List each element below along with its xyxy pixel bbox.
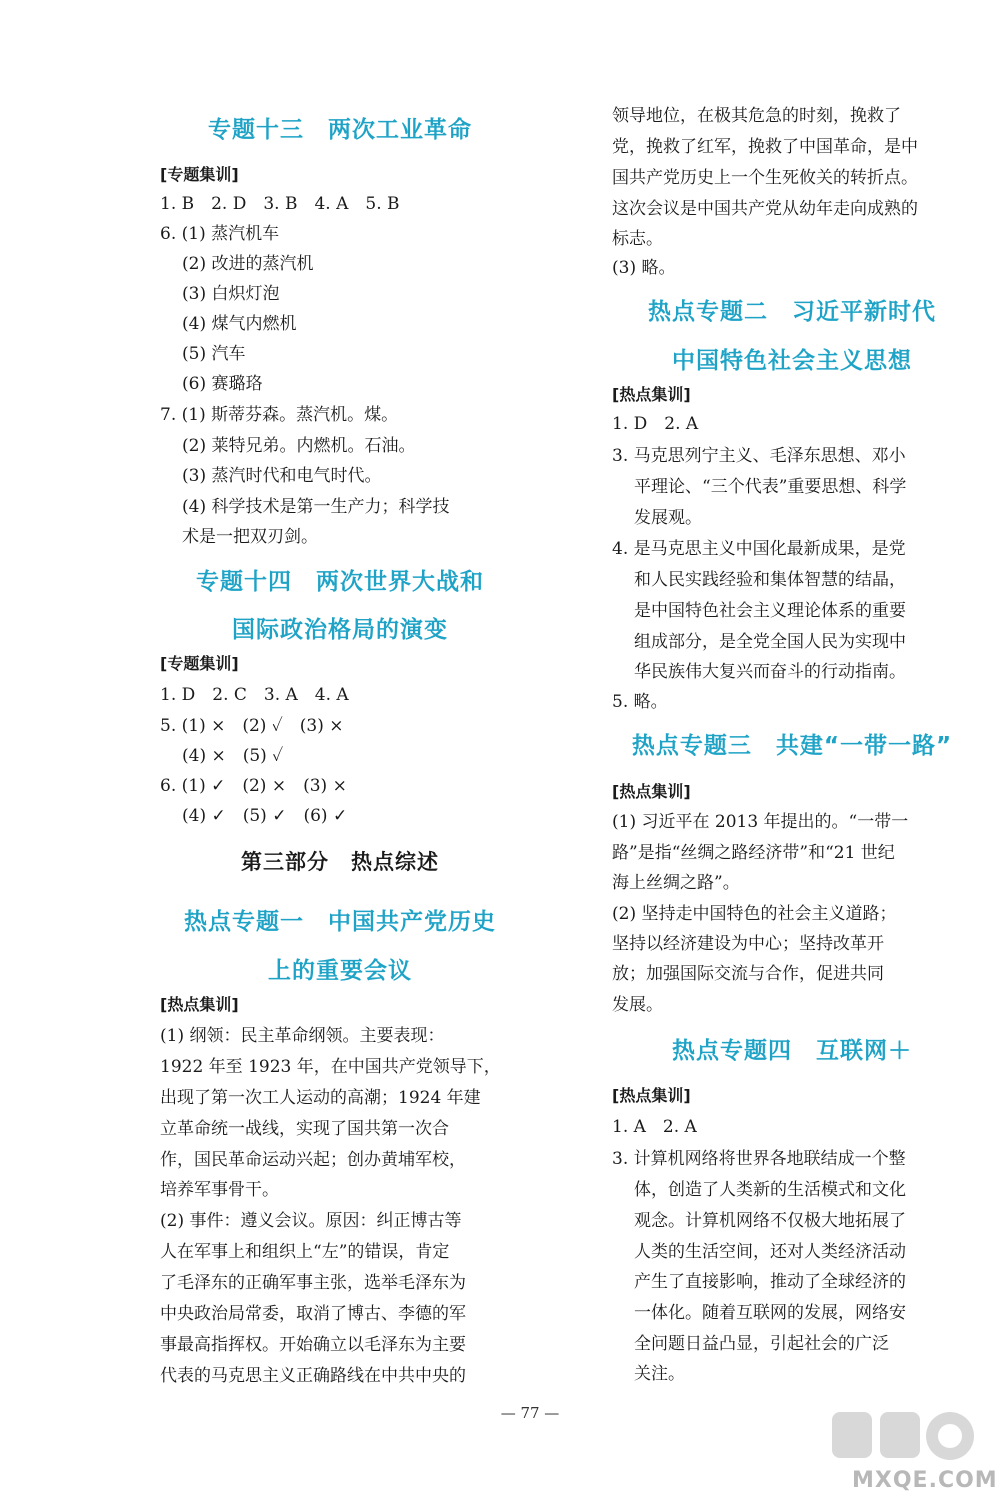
answer-line: 术是一把双刃剑。 bbox=[182, 527, 318, 547]
answer-line: 1. D 2. C 3. A 4. A bbox=[160, 685, 349, 705]
answer-line: 3. 计算机网络将世界各地联结成一个整 bbox=[612, 1149, 906, 1169]
answer-line: 发展。 bbox=[612, 995, 663, 1015]
part-three-heading: 第三部分 热点综述 bbox=[241, 850, 439, 874]
answer-line: 平理论、“三个代表”重要思想、科学 bbox=[634, 477, 907, 497]
answer-line: 观念。计算机网络不仅极大地拓展了 bbox=[634, 1211, 906, 1231]
heading-hot-topic-3: 热点专题三 共建“一带一路” bbox=[631, 733, 953, 759]
answer-line: 发展观。 bbox=[634, 508, 702, 528]
answer-line: 立革命统一战线，实现了国共第一次合 bbox=[160, 1119, 449, 1139]
answer-line: 5. (1) × (2) ✓ (3) × bbox=[160, 716, 344, 736]
heading-hot-topic-1-cont: 上的重要会议 bbox=[268, 958, 412, 984]
answer-line: 6. (1) 蒸汽机车 bbox=[160, 224, 280, 244]
answer-line: (1) 习近平在 2013 年提出的。“一带一 bbox=[612, 812, 909, 832]
answer-line: 组成部分，是全党全国人民为实现中 bbox=[634, 632, 906, 652]
answer-line: (5) 汽车 bbox=[182, 344, 246, 364]
answer-line: (6) 赛璐珞 bbox=[182, 374, 263, 394]
answer-line: 坚持以经济建设为中心；坚持改革开 bbox=[612, 934, 884, 954]
answer-line: (3) 略。 bbox=[612, 258, 676, 278]
answer-line: 人在军事上和组织上“左”的错误，肯定 bbox=[160, 1242, 450, 1262]
answer-line: 1. A 2. A bbox=[612, 1117, 697, 1137]
answer-line: 事最高指挥权。开始确立以毛泽东为主要 bbox=[160, 1335, 466, 1355]
answer-line: 作，国民革命运动兴起；创办黄埔军校， bbox=[160, 1150, 466, 1170]
answer-line: 一体化。随着互联网的发展，网络安 bbox=[634, 1303, 906, 1323]
answer-line: (2) 事件：遵义会议。原因：纠正博古等 bbox=[160, 1211, 462, 1231]
answer-line: 和人民实践经验和集体智慧的结晶， bbox=[634, 570, 906, 590]
answer-line: (2) 改进的蒸汽机 bbox=[182, 254, 314, 274]
heading-hot-topic-2: 热点专题二 习近平新时代 bbox=[648, 299, 936, 325]
heading-topic-14: 专题十四 两次世界大战和 bbox=[196, 569, 484, 595]
answer-line: 体，创造了人类新的生活模式和文化 bbox=[634, 1180, 906, 1200]
section-label: [专题集训] bbox=[160, 654, 239, 673]
section-label: [专题集训] bbox=[160, 165, 239, 184]
heading-topic-14-cont: 国际政治格局的演变 bbox=[232, 617, 448, 643]
answer-line: 全问题日益凸显，引起社会的广泛 bbox=[634, 1334, 889, 1354]
answer-line: 华民族伟大复兴而奋斗的行动指南。 bbox=[634, 662, 906, 682]
answer-line: 领导地位，在极其危急的时刻，挽救了 bbox=[612, 106, 901, 126]
answer-line: 标志。 bbox=[612, 229, 663, 249]
answer-line: 国共产党历史上一个生死攸关的转折点。 bbox=[612, 168, 918, 188]
section-label: [热点集训] bbox=[612, 1086, 691, 1105]
answer-line: (1) 纲领：民主革命纲领。主要表现： bbox=[160, 1026, 445, 1046]
answer-line: (3) 白炽灯泡 bbox=[182, 284, 280, 304]
section-label: [热点集训] bbox=[612, 385, 691, 404]
heading-hot-topic-4: 热点专题四 互联网＋ bbox=[672, 1038, 912, 1064]
answer-line: (4) ✓ (5) ✓ (6) ✓ bbox=[182, 806, 348, 826]
answer-line: (3) 蒸汽时代和电气时代。 bbox=[182, 466, 382, 486]
answer-line: (4) × (5) ✓ bbox=[182, 746, 284, 766]
answer-line: 放；加强国际交流与合作，促进共同 bbox=[612, 964, 884, 984]
heading-topic-13: 专题十三 两次工业革命 bbox=[208, 117, 472, 143]
answer-line: 是中国特色社会主义理论体系的重要 bbox=[634, 601, 906, 621]
answer-line: 了毛泽东的正确军事主张，选举毛泽东为 bbox=[160, 1273, 466, 1293]
answer-line: 出现了第一次工人运动的高潮；1924 年建 bbox=[160, 1088, 481, 1108]
answer-line: 代表的马克思主义正确路线在中共中央的 bbox=[160, 1366, 466, 1386]
answer-line: 产生了直接影响，推动了全球经济的 bbox=[634, 1272, 906, 1292]
answer-line: (2) 坚持走中国特色的社会主义道路； bbox=[612, 904, 897, 924]
answer-line: 1. B 2. D 3. B 4. A 5. B bbox=[160, 194, 400, 214]
answer-line: 4. 是马克思主义中国化最新成果，是党 bbox=[612, 539, 906, 559]
answer-line: 3. 马克思列宁主义、毛泽东思想、邓小 bbox=[612, 446, 906, 466]
watermark-text: MXQE.COM bbox=[852, 1468, 998, 1493]
answer-line: (4) 科学技术是第一生产力；科学技 bbox=[182, 497, 450, 517]
answer-line: 人类的生活空间，还对人类经济活动 bbox=[634, 1242, 906, 1262]
section-label: [热点集训] bbox=[612, 782, 691, 801]
answer-line: 6. (1) ✓ (2) × (3) × bbox=[160, 776, 347, 796]
answer-line: 中央政治局常委，取消了博古、李德的军 bbox=[160, 1304, 466, 1324]
answer-line: 培养军事骨干。 bbox=[160, 1180, 279, 1200]
answer-line: 1. D 2. A bbox=[612, 414, 699, 434]
answer-line: 这次会议是中国共产党从幼年走向成熟的 bbox=[612, 199, 918, 219]
answer-line: 关注。 bbox=[634, 1364, 685, 1384]
answer-line: 5. 略。 bbox=[612, 692, 668, 712]
answer-line: (4) 煤气内燃机 bbox=[182, 314, 297, 334]
answer-line: 路”是指“丝绸之路经济带”和“21 世纪 bbox=[612, 843, 895, 863]
answer-line: (2) 莱特兄弟。内燃机。石油。 bbox=[182, 436, 416, 456]
heading-hot-topic-2-cont: 中国特色社会主义思想 bbox=[672, 348, 912, 374]
answer-line: 7. (1) 斯蒂芬森。蒸汽机。煤。 bbox=[160, 405, 399, 425]
answer-line: 1922 年至 1923 年，在中国共产党领导下， bbox=[160, 1057, 501, 1077]
section-label: [热点集训] bbox=[160, 995, 239, 1014]
page-number: — 77 — bbox=[500, 1404, 560, 1422]
heading-hot-topic-1: 热点专题一 中国共产党历史 bbox=[184, 909, 496, 935]
answer-line: 海上丝绸之路”。 bbox=[612, 873, 740, 893]
answer-line: 党，挽救了红军，挽救了中国革命，是中 bbox=[612, 137, 918, 157]
